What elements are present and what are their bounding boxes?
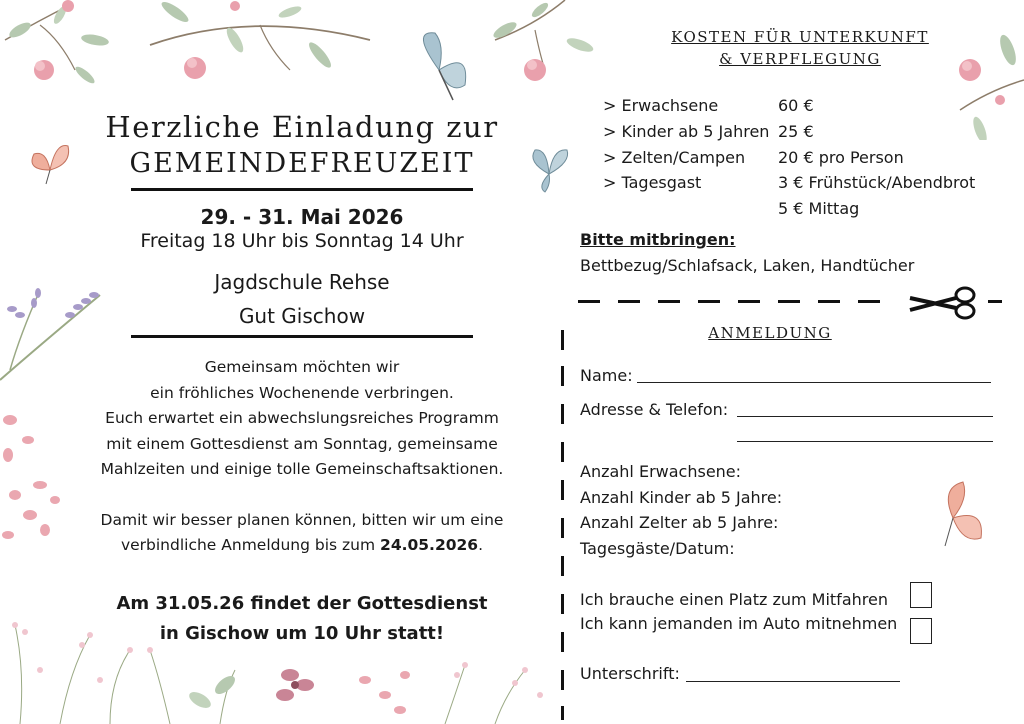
cost-value: 20 € pro Person xyxy=(778,148,904,167)
registration-title: ANMELDUNG xyxy=(708,324,832,342)
venue-location: Gut Gischow xyxy=(238,304,366,328)
event-time: Freitag 18 Uhr bis Sonntag 14 Uhr xyxy=(140,230,464,252)
butterfly-icon xyxy=(527,142,572,197)
closing-line: in Gischow um 10 Uhr statt! xyxy=(159,623,445,644)
body-text-span: . xyxy=(478,536,484,554)
signature-field[interactable] xyxy=(686,681,900,682)
need-ride-checkbox[interactable] xyxy=(910,582,932,608)
body-text-span: verbindliche Anmeldung bis zum xyxy=(120,536,381,554)
cost-value: 25 € xyxy=(778,122,814,141)
service-notice xyxy=(62,589,542,649)
children-label: Anzahl Kinder ab 5 Jahre: xyxy=(580,488,783,507)
body-line: Mahlzeiten und einige tolle Gemeinschaftsaktionen. xyxy=(100,460,504,478)
costs-title-line2: & VERPFLEGUNG xyxy=(719,50,881,68)
cut-line xyxy=(561,404,564,424)
costs-title-line1: KOSTEN FÜR UNTERKUNFT xyxy=(671,28,929,46)
cut-line xyxy=(561,706,564,720)
divider xyxy=(131,335,473,338)
costs-title xyxy=(620,28,980,68)
divider xyxy=(131,188,473,191)
cost-value: 60 € xyxy=(778,96,814,115)
cost-label: > Erwachsene xyxy=(603,96,719,115)
address-field[interactable] xyxy=(737,416,993,417)
cut-line xyxy=(778,300,800,303)
address-label: Adresse & Telefon: xyxy=(580,400,729,419)
cut-line xyxy=(988,300,1002,303)
registration-deadline: 24.05.2026 xyxy=(380,536,479,554)
offer-ride-label: Ich kann jemanden im Auto mitnehmen xyxy=(580,614,898,633)
cost-label: > Tagesgast xyxy=(603,173,702,192)
event-date: 29. - 31. Mai 2026 xyxy=(200,205,404,229)
cut-line xyxy=(618,300,640,303)
body-line: Euch erwartet ein abwechslungsreiches Programm xyxy=(105,409,499,427)
name-label: Name: xyxy=(580,366,633,385)
cost-value: 5 € Mittag xyxy=(778,199,860,218)
body-line: Damit wir besser planen können, bitten wir um eine xyxy=(100,510,504,529)
leaf-branch-icon xyxy=(140,0,380,90)
cost-label: > Zelten/Campen xyxy=(603,148,746,167)
body-line: ein fröhliches Wochenende verbringen. xyxy=(150,383,454,402)
cut-line xyxy=(698,300,720,303)
cut-line xyxy=(561,366,564,386)
scissors-icon xyxy=(908,286,978,320)
bring-heading: Bitte mitbringen: xyxy=(580,230,736,249)
body-line: Gemeinsam möchten wir xyxy=(204,358,400,376)
cut-line xyxy=(561,594,564,614)
butterfly-icon xyxy=(28,140,73,190)
dayguests-label: Tagesgäste/Datum: xyxy=(580,539,735,558)
leaf-branch-icon xyxy=(0,0,130,95)
cut-line xyxy=(561,330,564,350)
offer-ride-checkbox[interactable] xyxy=(910,618,932,644)
name-field[interactable] xyxy=(637,382,991,383)
cut-line xyxy=(561,632,564,652)
invitation-title-line1: Herzliche Einladung zur xyxy=(105,110,499,144)
leaf-branch-icon xyxy=(485,0,605,90)
butterfly-icon xyxy=(405,25,475,105)
cut-line xyxy=(561,480,564,500)
cut-line xyxy=(561,442,564,462)
flower-icon xyxy=(265,655,555,724)
closing-line: Am 31.05.26 findet der Gottesdienst xyxy=(116,593,488,614)
cut-line xyxy=(578,300,600,303)
cut-line xyxy=(858,300,880,303)
cost-value: 3 € Frühstück/Abendbrot xyxy=(778,173,976,192)
cut-line xyxy=(738,300,760,303)
invitation-title-line2: GEMEINDEFREUZEIT xyxy=(129,148,475,179)
cut-line xyxy=(561,556,564,576)
body-line: mit einem Gottesdienst am Sonntag, gemeinsame xyxy=(106,434,498,453)
signature-label: Unterschrift: xyxy=(580,664,680,683)
bring-text: Bettbezug/Schlafsack, Laken, Handtücher xyxy=(580,256,915,275)
cut-line xyxy=(561,518,564,538)
invitation-body xyxy=(62,355,542,559)
body-line xyxy=(62,533,542,559)
cost-label: > Kinder ab 5 Jahren xyxy=(603,122,770,141)
campers-label: Anzahl Zelter ab 5 Jahre: xyxy=(580,513,779,532)
phone-field[interactable] xyxy=(737,441,993,442)
venue-name: Jagdschule Rehse xyxy=(214,270,390,294)
cut-line xyxy=(658,300,680,303)
cut-line xyxy=(561,670,564,690)
butterfly-icon xyxy=(935,478,985,548)
need-ride-label: Ich brauche einen Platz zum Mitfahren xyxy=(580,590,888,609)
cut-line xyxy=(818,300,840,303)
adults-label: Anzahl Erwachsene: xyxy=(580,462,742,481)
